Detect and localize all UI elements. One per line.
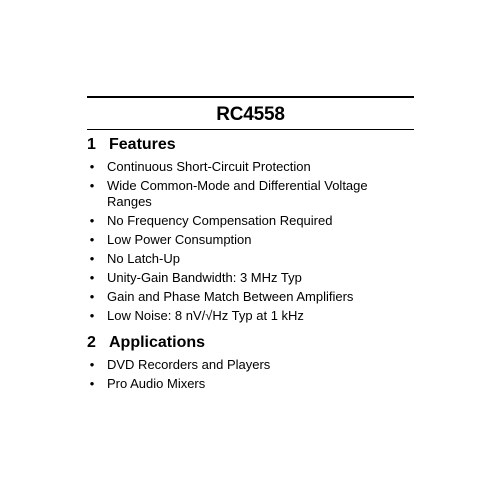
application-text: DVD Recorders and Players bbox=[107, 357, 271, 372]
feature-text: Continuous Short-Circuit Protection bbox=[107, 159, 311, 174]
list-item bbox=[87, 357, 414, 373]
feature-text: Wide Common-Mode and Differential Voltage Ranges bbox=[107, 178, 368, 209]
bullet-icon: • bbox=[89, 376, 95, 391]
datasheet-page bbox=[87, 96, 414, 395]
list-item bbox=[87, 213, 414, 229]
bullet-icon: • bbox=[89, 212, 95, 228]
bullet-icon: • bbox=[89, 178, 95, 193]
bullet-icon: • bbox=[89, 250, 95, 266]
feature-text: No Frequency Compensation Required bbox=[107, 212, 333, 228]
features-section-number: 1 bbox=[87, 136, 96, 153]
applications-section-title: Applications bbox=[109, 334, 206, 351]
features-heading bbox=[87, 135, 414, 155]
application-text: Pro Audio Mixers bbox=[107, 376, 206, 391]
title-underline bbox=[87, 129, 414, 130]
feature-text: Unity-Gain Bandwidth: 3 MHz Typ bbox=[107, 269, 302, 285]
list-item bbox=[87, 289, 414, 305]
list-item bbox=[87, 251, 414, 267]
list-item bbox=[87, 376, 414, 392]
list-item bbox=[87, 178, 414, 209]
bullet-icon: • bbox=[89, 159, 95, 174]
features-list bbox=[87, 159, 414, 323]
part-number-title: RC4558 bbox=[216, 104, 285, 125]
list-item bbox=[87, 308, 414, 324]
applications-section-number: 2 bbox=[87, 334, 96, 351]
list-item bbox=[87, 270, 414, 286]
feature-text: No Latch-Up bbox=[107, 250, 180, 266]
feature-text: Low Noise: 8 nV/√Hz Typ at 1 kHz bbox=[107, 307, 304, 323]
applications-list bbox=[87, 357, 414, 392]
bullet-icon: • bbox=[89, 231, 95, 247]
bullet-icon: • bbox=[89, 288, 95, 304]
bullet-icon: • bbox=[89, 269, 95, 285]
list-item bbox=[87, 159, 414, 175]
feature-text: Gain and Phase Match Between Amplifiers bbox=[107, 288, 354, 304]
feature-text: Low Power Consumption bbox=[107, 231, 252, 247]
top-rule bbox=[87, 96, 414, 98]
bullet-icon: • bbox=[89, 307, 95, 323]
bullet-icon: • bbox=[89, 357, 95, 372]
applications-heading bbox=[87, 333, 414, 353]
list-item bbox=[87, 232, 414, 248]
features-section-title: Features bbox=[109, 136, 176, 153]
